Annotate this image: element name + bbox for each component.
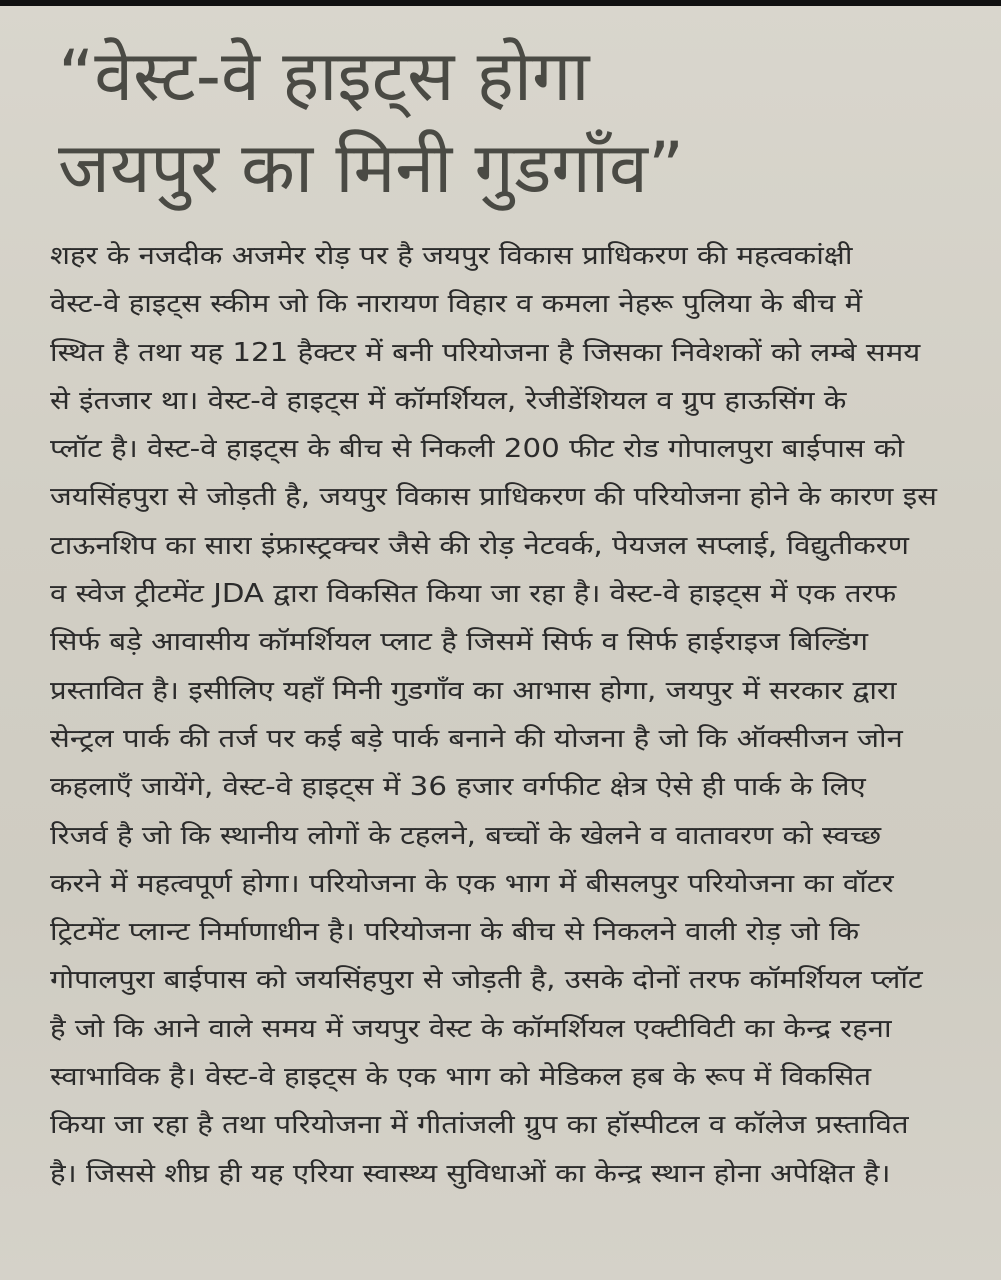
article-line: प्लॉट है। वेस्ट-वे हाइट्स के बीच से निकली 200 फीट रोड गोपालपुरा बाईपास को [50,434,905,465]
article-line: सेन्ट्रल पार्क की तर्ज पर कई बड़े पार्क बनाने की योजना है जो कि ऑक्सीजन जोन [50,723,903,754]
article-line: सिर्फ बड़े आवासीय कॉमर्शियल प्लाट है जिसमें सिर्फ व सिर्फ हाईराइज बिल्डिंग [50,627,868,658]
article-line: करने में महत्वपूर्ण होगा। परियोजना के एक भाग में बीसलपुर परियोजना का वॉटर [50,868,894,899]
article-line: वेस्ट-वे हाइट्स स्कीम जो कि नारायण विहार व कमला नेहरू पुलिया के बीच में [50,289,863,320]
article-line: रिजर्व है जो कि स्थानीय लोगों के टहलने, बच्चों के खेलने व वातावरण को स्वच्छ [50,820,882,851]
article-line: से इंतजार था। वेस्ट-वे हाइट्स में कॉमर्शियल, रेजीडेंशियल व ग्रुप हाऊसिंग के [50,385,847,416]
article-line: व स्वेज ट्रीटमेंट JDA द्वारा विकसित किया जा रहा है। वेस्ट-वे हाइट्स में एक तरफ [50,579,897,610]
article-line: स्थित है तथा यह 121 हैक्टर में बनी परियोजना है जिसका निवेशकों को लम्बे समय [50,337,921,368]
article-line: कहलाएँ जायेंगे, वेस्ट-वे हाइट्स में 36 हजार वर्गफीट क्षेत्र ऐसे ही पार्क के लिए [50,772,866,803]
article-line: जयसिंहपुरा से जोड़ती है, जयपुर विकास प्राधिकरण की परियोजना होने के कारण इस [50,482,937,513]
article-line: टाऊनशिप का सारा इंफ्रास्ट्रक्चर जैसे की रोड़ नेटवर्क, पेयजल सप्लाई, विद्युतीकरण [50,530,909,561]
article-body [50,232,970,1198]
top-border [0,0,1001,6]
article-line: किया जा रहा है तथा परियोजना में गीतांजली ग्रुप का हॉस्पीटल व कॉलेज प्रस्तावित [50,1110,909,1141]
article-line: गोपालपुरा बाईपास को जयसिंहपुरा से जोड़ती है, उसके दोनों तरफ कॉमर्शियल प्लॉट [50,965,923,996]
headline [58,30,958,214]
article-line: शहर के नजदीक अजमेर रोड़ पर है जयपुर विकास प्राधिकरण की महत्वकांक्षी [50,241,853,271]
article-line: है जो कि आने वाले समय में जयपुर वेस्ट के कॉमर्शियल एक्टीविटी का केन्द्र रहना [50,1013,892,1044]
article-line: ट्रिटमेंट प्लान्ट निर्माणाधीन है। परियोजना के बीच से निकलने वाली रोड़ जो कि [50,917,860,948]
article-line: प्रस्तावित है। इसीलिए यहाँ मिनी गुडगाँव का आभास होगा, जयपुर में सरकार द्वारा [50,675,897,706]
article-line: स्वाभाविक है। वेस्ट-वे हाइट्स के एक भाग को मेडिकल हब के रूप में विकसित [50,1062,872,1093]
article-line: है। जिससे शीघ्र ही यह एरिया स्वास्थ्य सुविधाओं का केन्द्र स्थान होना अपेक्षित है। [50,1158,891,1189]
headline-line-2: जयपुर का मिनी गुडगाँव” [58,127,685,209]
headline-line-1: “वेस्ट-वे हाइट्स होगा [58,35,590,117]
